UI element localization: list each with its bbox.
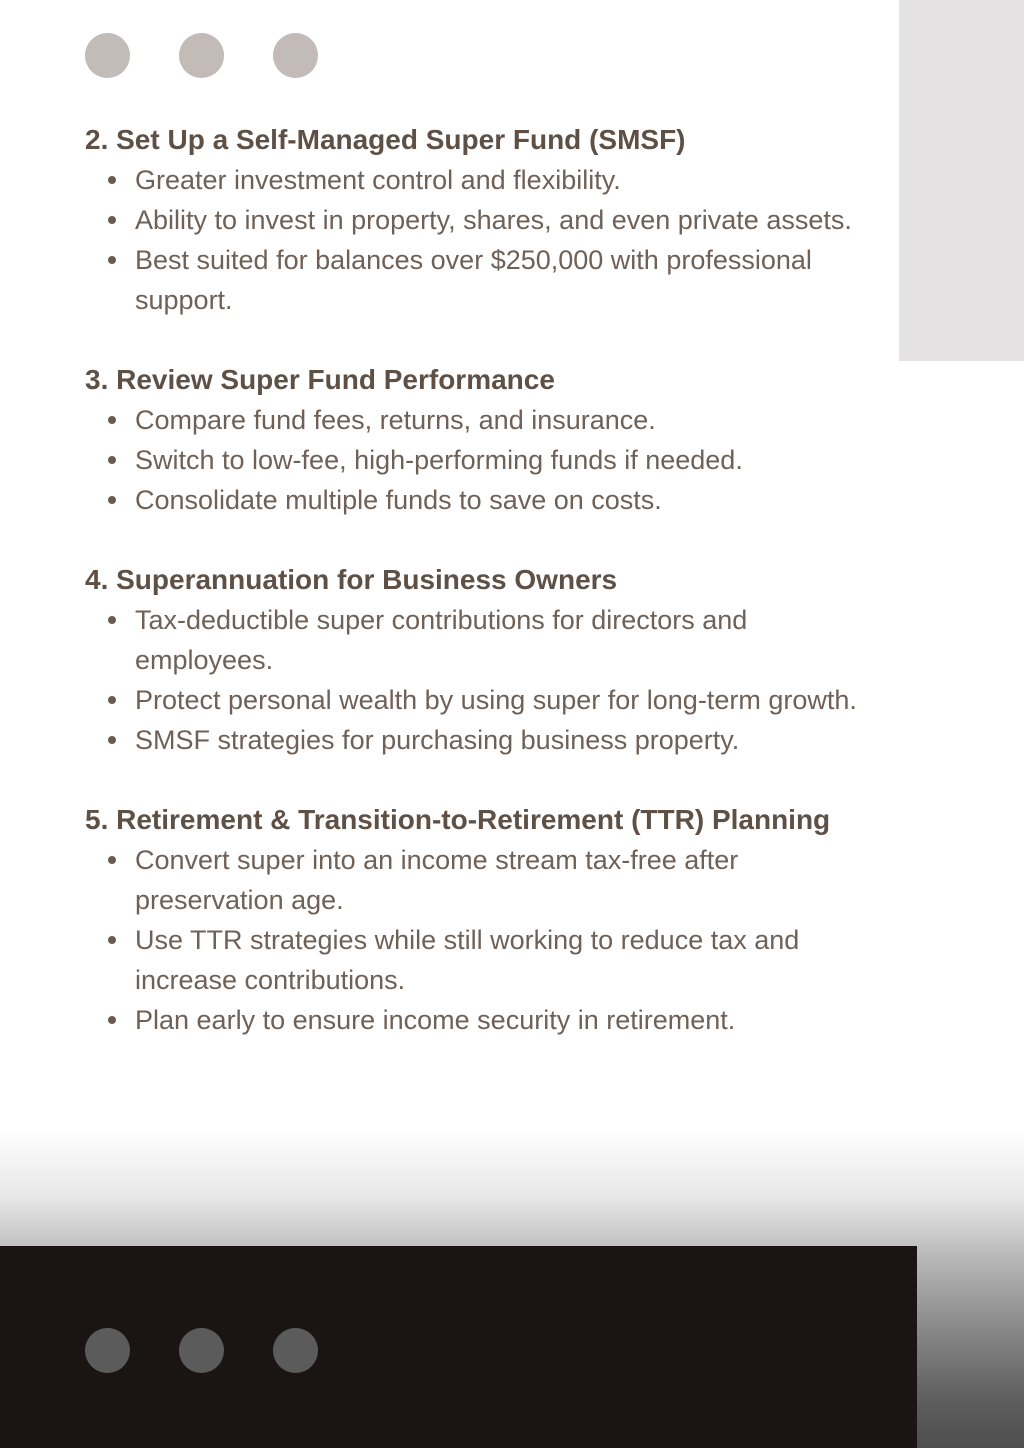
decorative-dot xyxy=(273,33,318,78)
bullet-list xyxy=(85,840,885,1040)
list-item: Consolidate multiple funds to save on costs. xyxy=(135,480,885,520)
decorative-dot xyxy=(179,1328,224,1373)
section-title: 3. Review Super Fund Performance xyxy=(85,364,555,395)
list-item: Use TTR strategies while still working to reduce tax and increase contributions. xyxy=(135,920,885,1000)
bullet-list xyxy=(85,600,885,760)
list-item: Convert super into an income stream tax-free after preservation age. xyxy=(135,840,885,920)
bottom-dots-decoration xyxy=(85,1328,318,1373)
top-dots-decoration xyxy=(85,33,318,78)
section-retirement-planning xyxy=(85,800,885,1040)
list-item: Best suited for balances over $250,000 with professional support. xyxy=(135,240,885,320)
list-item: Switch to low-fee, high-performing funds if needed. xyxy=(135,440,885,480)
section-business-owners xyxy=(85,560,885,760)
side-panel-decoration xyxy=(899,0,1024,361)
section-title: 2. Set Up a Self-Managed Super Fund (SMSF) xyxy=(85,124,686,155)
decorative-dot xyxy=(273,1328,318,1373)
list-item: Ability to invest in property, shares, and even private assets. xyxy=(135,200,885,240)
section-smsf xyxy=(85,120,885,320)
decorative-dot xyxy=(85,33,130,78)
section-fund-performance xyxy=(85,360,885,520)
bullet-list xyxy=(85,400,885,520)
list-item: Compare fund fees, returns, and insurance. xyxy=(135,400,885,440)
section-title: 4. Superannuation for Business Owners xyxy=(85,564,618,595)
decorative-dot xyxy=(85,1328,130,1373)
decorative-dot xyxy=(179,33,224,78)
list-item: Plan early to ensure income security in retirement. xyxy=(135,1000,885,1040)
list-item: SMSF strategies for purchasing business property. xyxy=(135,720,885,760)
section-title: 5. Retirement & Transition-to-Retirement (TTR) Planning xyxy=(85,804,831,835)
document-body xyxy=(85,120,885,1080)
list-item: Greater investment control and flexibility. xyxy=(135,160,885,200)
list-item: Protect personal wealth by using super for long-term growth. xyxy=(135,680,885,720)
bullet-list xyxy=(85,160,885,320)
list-item: Tax-deductible super contributions for directors and employees. xyxy=(135,600,885,680)
